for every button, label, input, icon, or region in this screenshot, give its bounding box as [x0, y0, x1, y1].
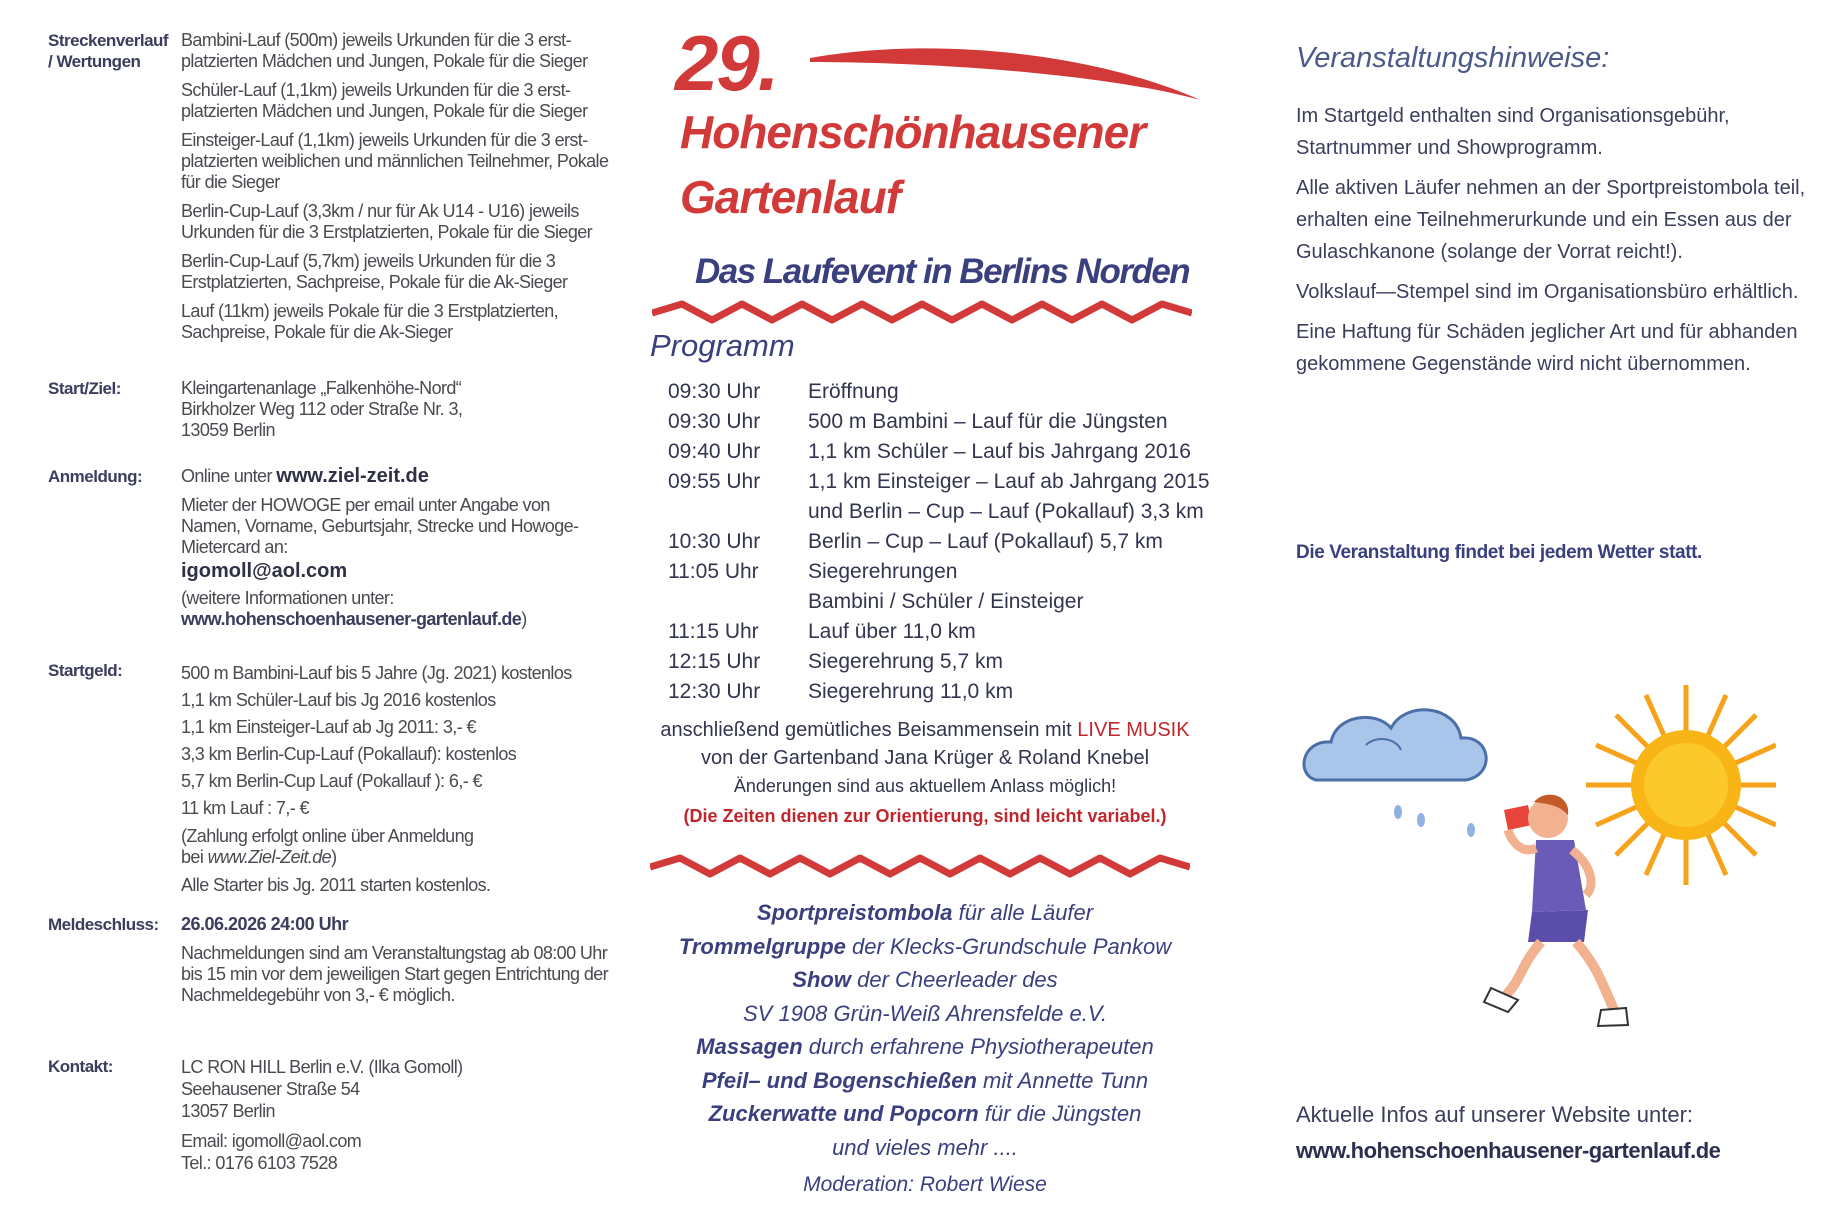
late-registration: Nachmeldungen sind am Veranstaltungstag ab 08:00 Uhr bis 15 min vor dem jeweiligen Start gegen Entrichtung der Nachmeldegebühr von 3,- € möglich.: [181, 943, 609, 1005]
strecken-values: [181, 30, 611, 351]
label-streckenverlauf: Streckenverlauf / Wertungen: [48, 31, 169, 71]
startgeld-values: [181, 660, 611, 899]
strecken-berlincup-33: Berlin-Cup-Lauf (3,3km / nur für Ak U14 - U16) jeweils Urkunden für die 3 Erstplatzierten, Pokale für die Sieger: [181, 201, 593, 242]
website-url[interactable]: www.hohenschoenhausener-gartenlauf.de: [1296, 1138, 1721, 1163]
schedule-event: Siegerehrung 5,7 km: [808, 650, 1003, 673]
schedule-time: 12:30 Uhr: [668, 680, 761, 703]
after-text: anschließend gemütliches Beisammensein mit: [660, 719, 1072, 741]
schedule-time: 12:15 Uhr: [668, 650, 761, 673]
notes-text: [1296, 100, 1806, 388]
label-start-ziel: Start/Ziel:: [48, 379, 121, 398]
meldeschluss-values: [181, 914, 611, 1006]
note-paragraph: Volkslauf—Stempel sind im Organisationsbüro erhältlich.: [1296, 281, 1799, 303]
feature-item: SV 1908 Grün-Weiß Ahrensfelde e.V.: [743, 1000, 1107, 1026]
schedule-row: [668, 560, 1208, 590]
schedule-row: [668, 650, 1208, 680]
feature-item: Trommelgruppe der Klecks-Grundschule Pankow: [678, 933, 1172, 959]
schedule-time: 09:30 Uhr: [668, 410, 761, 433]
schedule-time: 09:40 Uhr: [668, 440, 761, 463]
edition-number: 29.: [675, 19, 778, 107]
schedule-event: 500 m Bambini – Lauf für die Jüngsten: [808, 410, 1168, 433]
start-ziel-address: [181, 378, 611, 441]
website-link[interactable]: www.hohenschoenhausener-gartenlauf.de: [181, 609, 522, 629]
feature-item: Zuckerwatte und Popcorn für die Jüngsten: [708, 1101, 1142, 1126]
contact-tel: Tel.: 0176 6103 7528: [181, 1153, 338, 1173]
online-prefix: Online unter: [181, 466, 272, 486]
runner-figure: [1484, 795, 1628, 1026]
weather-note: Die Veranstaltung findet bei jedem Wetter statt.: [1296, 542, 1702, 563]
schedule-row: [668, 440, 1208, 470]
schedule-row: [668, 590, 1208, 620]
middle-column: [640, 0, 1210, 1230]
features-list: [640, 896, 1210, 1202]
website-info: Aktuelle Infos auf unserer Website unter:: [1296, 1102, 1694, 1127]
contact-line: LC RON HILL Berlin e.V. (Ilka Gomoll): [181, 1057, 463, 1077]
schedule-list: [668, 380, 1208, 710]
feature-item: Show der Cheerleader des: [792, 967, 1058, 992]
cloud-icon: [1304, 710, 1486, 780]
schedule-row: [668, 680, 1208, 710]
fee-item: 11 km Lauf : 7,- €: [181, 798, 309, 818]
band-text: von der Gartenband Jana Krüger & Roland Knebel: [700, 747, 1150, 769]
payment-link[interactable]: www.Ziel-Zeit.de: [207, 847, 332, 867]
feature-item: Pfeil– und Bogenschießen mit Annette Tunn: [701, 1067, 1149, 1093]
schedule-row: [668, 470, 1208, 500]
address-line: 13059 Berlin: [181, 420, 275, 440]
schedule-row: [668, 380, 1208, 410]
strecken-einsteiger: Einsteiger-Lauf (1,1km) jeweils Urkunden für die 3 erst-platzierten weiblichen und männlichen Teilnehmer, Pokale für die Sieger: [181, 130, 609, 192]
kontakt-values: [181, 1056, 611, 1174]
payment-line: (Zahlung erfolgt online über Anmeldung: [181, 826, 474, 846]
address-line: Birkholzer Weg 112 oder Straße Nr. 3,: [181, 399, 463, 419]
schedule-time: 09:30 Uhr: [668, 380, 761, 403]
schedule-event: Siegerehrung 11,0 km: [808, 680, 1014, 703]
more-info-prefix: (weitere Informationen unter:: [181, 588, 394, 608]
schedule-event: Bambini / Schüler / Einsteiger: [808, 590, 1084, 613]
moderation: Moderation: Robert Wiese: [803, 1173, 1047, 1196]
feature-item: Massagen durch erfahrene Physiotherapeuten: [696, 1034, 1154, 1059]
label-meldeschluss: Meldeschluss:: [48, 915, 159, 934]
schedule-event: und Berlin – Cup – Lauf (Pokallauf) 3,3 km: [808, 500, 1204, 523]
fee-item: 1,1 km Einsteiger-Lauf ab Jg 2011: 3,- €: [181, 717, 476, 737]
payment-prefix: bei: [181, 847, 204, 867]
schedule-event: Siegerehrungen: [808, 560, 958, 583]
strecken-schueler: Schüler-Lauf (1,1km) jeweils Urkunden für die 3 erst-platzierten Mädchen und Jungen, Pokale für die Sieger: [181, 80, 588, 121]
schedule-row: [668, 500, 1208, 530]
strecken-berlincup-57: Berlin-Cup-Lauf (5,7km) jeweils Urkunden für die 3 Erstplatzierten, Sachpreise, Pokale für die Ak-Sieger: [181, 251, 568, 292]
anmeldung-values: [181, 466, 611, 630]
schedule-time: 11:05 Uhr: [668, 560, 759, 583]
ziel-zeit-link[interactable]: www.ziel-zeit.de: [276, 465, 429, 487]
schedule-event: Lauf über 11,0 km: [808, 620, 976, 643]
label-anmeldung: Anmeldung:: [48, 467, 143, 486]
fee-item: 1,1 km Schüler-Lauf bis Jg 2016 kostenlos: [181, 690, 496, 710]
address-line: Kleingartenanlage „Falkenhöhe-Nord“: [181, 378, 462, 398]
notes-heading: Veranstaltungshinweise:: [1296, 42, 1610, 74]
label-kontakt: Kontakt:: [48, 1057, 113, 1076]
schedule-event: 1,1 km Einsteiger – Lauf ab Jahrgang 2015: [808, 470, 1210, 493]
fee-item: 5,7 km Berlin-Cup Lauf (Pokallauf ): 6,- €: [181, 771, 482, 791]
subtitle: Das Laufevent in Berlins Norden: [695, 252, 1190, 291]
schedule-time: 09:55 Uhr: [668, 470, 761, 493]
email-link[interactable]: igomoll@aol.com: [181, 560, 348, 582]
schedule-event: 1,1 km Schüler – Lauf bis Jahrgang 2016: [808, 440, 1191, 463]
times-note: (Die Zeiten dienen zur Orientierung, sind leicht variabel.): [683, 806, 1167, 826]
zigzag-ribbon-bottom: [650, 852, 1190, 882]
note-paragraph: Im Startgeld enthalten sind Organisationsgebühr, Startnummer und Showprogramm.: [1296, 105, 1730, 159]
strecken-lauf-11: Lauf (11km) jeweils Pokale für die 3 Erstplatzierten, Sachpreise, Pokale für die Ak-Sieger: [181, 301, 559, 342]
note-paragraph: Alle aktiven Läufer nehmen an der Sportpreistombola teil, erhalten eine Teilnehmerurkunde und ein Essen aus der Gulaschkanone (solange der Vorrat reicht!).: [1296, 177, 1806, 263]
sun-icon: [1586, 685, 1776, 885]
contact-line: 13057 Berlin: [181, 1101, 275, 1121]
after-program: [640, 716, 1210, 827]
feature-item: und vieles mehr ....: [832, 1134, 1018, 1160]
programm-heading: Programm: [650, 328, 795, 363]
zigzag-ribbon-top: [652, 298, 1192, 328]
feature-item: Sportpreistombola für alle Läufer: [756, 900, 1094, 925]
title-line-2: Gartenlauf: [680, 171, 901, 223]
title-line-1: Hohenschönhausener: [680, 106, 1146, 158]
changes-note: Änderungen sind aus aktuellem Anlass möglich!: [733, 776, 1117, 796]
deadline: 26.06.2026 24:00 Uhr: [181, 914, 349, 934]
raindrops-icon: [1394, 805, 1475, 837]
schedule-row: [668, 620, 1208, 650]
live-musik: LIVE MUSIK: [1077, 719, 1190, 741]
fee-item: 3,3 km Berlin-Cup-Lauf (Pokallauf): kostenlos: [181, 744, 517, 764]
free-note: Alle Starter bis Jg. 2011 starten kostenlos.: [181, 875, 491, 895]
schedule-row: [668, 410, 1208, 440]
schedule-event: Berlin – Cup – Lauf (Pokallauf) 5,7 km: [808, 530, 1163, 553]
strecken-bambini: Bambini-Lauf (500m) jeweils Urkunden für die 3 erst-platzierten Mädchen und Jungen, Pokale für die Sieger: [181, 30, 588, 71]
schedule-time: 10:30 Uhr: [668, 530, 761, 553]
howoge-text: Mieter der HOWOGE per email unter Angabe von Namen, Vorname, Geburtsjahr, Strecke und Howoge-Mietercard an:: [181, 495, 579, 557]
label-startgeld: Startgeld:: [48, 661, 123, 680]
more-info-suffix: ): [521, 609, 527, 629]
contact-email[interactable]: Email: igomoll@aol.com: [181, 1131, 362, 1151]
note-paragraph: Eine Haftung für Schäden jeglicher Art und für abhanden gekommene Gegenstände wird nicht übernommen.: [1296, 321, 1798, 375]
schedule-row: [668, 530, 1208, 560]
schedule-time: 11:15 Uhr: [668, 620, 759, 643]
fee-item: 500 m Bambini-Lauf bis 5 Jahre (Jg. 2021) kostenlos: [181, 663, 572, 683]
contact-line: Seehausener Straße 54: [181, 1079, 360, 1099]
right-column: [1296, 0, 1816, 1230]
payment-suffix: ): [331, 847, 337, 867]
schedule-event: Eröffnung: [808, 380, 899, 403]
runner-illustration: [1296, 680, 1776, 1060]
